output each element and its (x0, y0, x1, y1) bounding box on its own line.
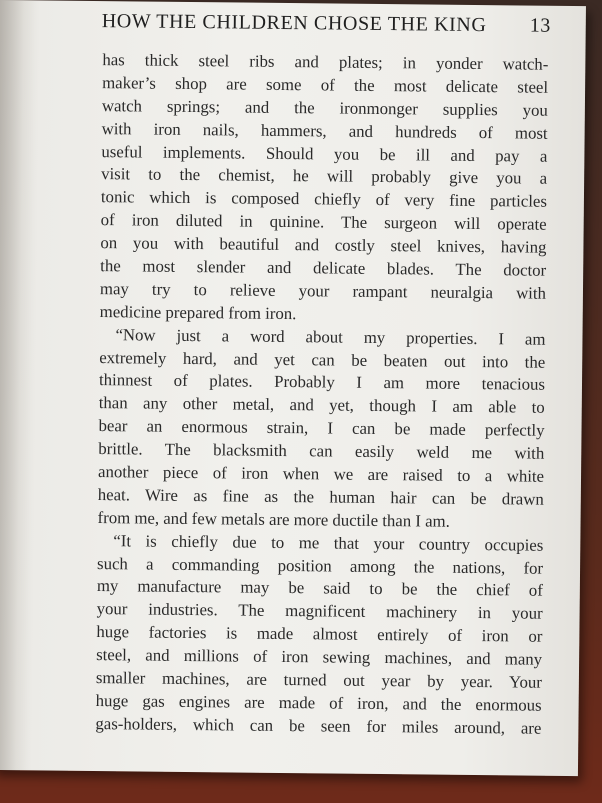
text-line: brittle. The blacksmith can easily weld me with (98, 439, 545, 463)
text-line: has thick steel ribs and plates; in yonder watch- (102, 50, 549, 74)
text-line: steel, and millions of iron sewing machines, and many (96, 645, 543, 669)
text-line: tonic which is composed chiefly of very fine particles (100, 187, 548, 212)
text-line: such a commanding position among the nations, for (97, 553, 544, 578)
text-line: my manufacture may be said to be the chief of (96, 576, 543, 601)
text-line: maker’s shop are some of the most delicate steel (102, 72, 549, 97)
text-line: on you with beautiful and costly steel knives, having (100, 233, 547, 257)
text-line: medicine prepared from iron. (99, 301, 297, 323)
text-line: thinnest of plates. Probably I am more tenacious (98, 370, 546, 395)
body-text (95, 49, 548, 740)
text-line: heat. Wire as fine as the human hair can be drawn (97, 484, 544, 509)
text-line: your industries. The magnificent machinery in your (96, 599, 543, 624)
text-line: extremely hard, and yet can be beaten out into the (99, 347, 546, 372)
text-line: another piece of iron when we are raised to a white (97, 462, 545, 486)
text-line: “It is chiefly due to me that your country occupies (113, 530, 544, 555)
text-line: useful implements. Should you be ill and pay a (101, 141, 548, 166)
text-line: than any other metal, and yet, though I am able to (98, 393, 545, 418)
text-line: watch springs; and the ironmonger supplies you (101, 95, 548, 120)
text-line: huge gas engines are made of iron, and the enormous (95, 690, 542, 715)
running-header (102, 10, 562, 38)
text-line: “Now just a word about my properties. I am (115, 324, 546, 349)
page-gutter-shadow (0, 0, 40, 770)
text-line: visit to the chemist, he will probably give you a (101, 164, 548, 189)
running-title: HOW THE CHILDREN CHOSE THE KING (101, 10, 487, 37)
text-line: from me, and few metals are more ductile than I am. (97, 507, 450, 531)
text-line: huge factories is made almost entirely of iron or (96, 622, 543, 646)
text-line: bear an enormous strain, I can be made perfectly (98, 416, 545, 440)
text-line: gas-holders, which can be seen for miles around, are (95, 713, 542, 738)
text-line: the most slender and delicate blades. The doctor (100, 256, 547, 280)
text-line: of iron diluted in quinine. The surgeon will operate (100, 210, 547, 234)
text-line: smaller machines, are turned out year by year. Your (95, 668, 542, 692)
text-line: may try to relieve your rampant neuralgia with (99, 278, 547, 303)
page-number: 13 (529, 14, 552, 37)
text-line: with iron nails, hammers, and hundreds of most (101, 118, 548, 143)
